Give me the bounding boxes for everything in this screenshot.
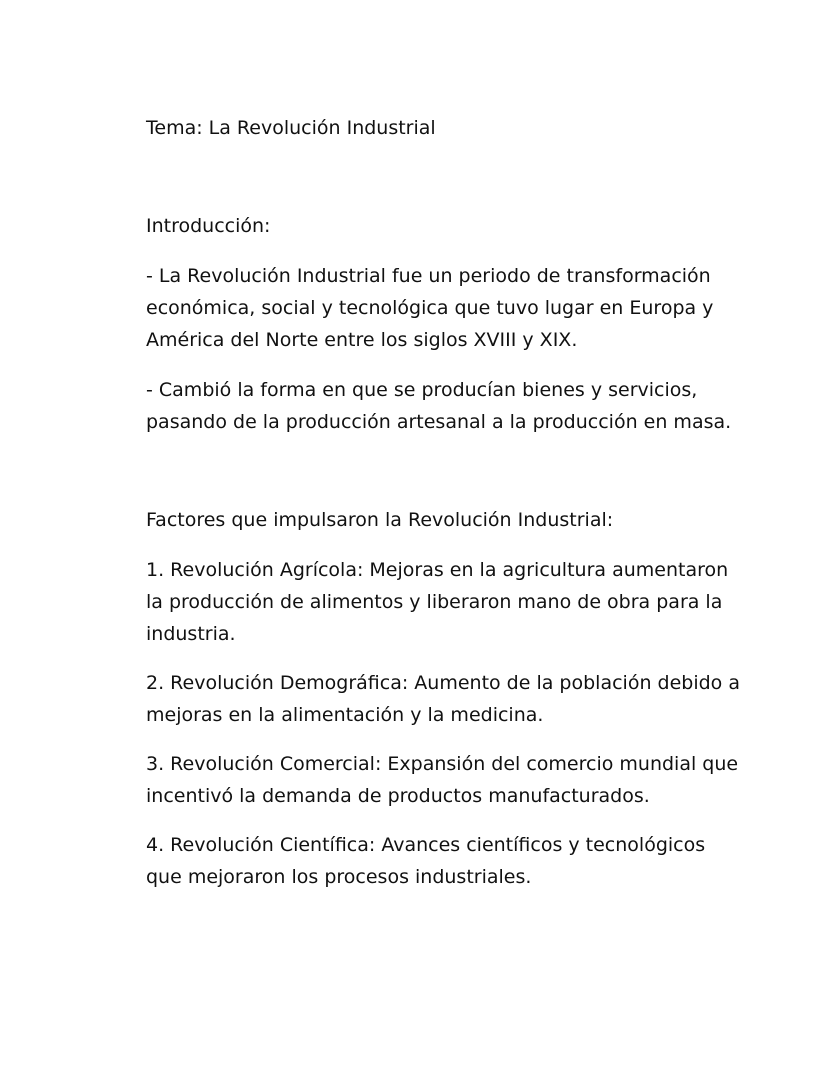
factor-item: 3. Revolución Comercial: Expansión del comercio mundial que incentivó la demanda de productos manufacturados. (146, 753, 739, 807)
factors-heading: Factores que impulsaron la Revolución Industrial: (146, 509, 614, 531)
introduction-paragraph: - La Revolución Industrial fue un periodo de transformación económica, social y tecnológica que tuvo lugar en Europa y América del Norte entre los siglos XVIII y XIX. (146, 265, 714, 351)
document-page (146, 112, 746, 893)
introduction-heading: Introducción: (146, 215, 271, 237)
factor-item: 1. Revolución Agrícola: Mejoras en la agricultura aumentaron la producción de alimentos y liberaron mano de obra para la industria. (146, 559, 729, 645)
introduction-paragraph: - Cambió la forma en que se producían bienes y servicios, pasando de la producción artesanal a la producción en masa. (146, 379, 732, 433)
factor-item: 2. Revolución Demográfica: Aumento de la población debido a mejoras en la alimentación y la medicina. (146, 672, 740, 726)
factor-item: 4. Revolución Científica: Avances científicos y tecnológicos que mejoraron los procesos industriales. (146, 834, 706, 888)
document-title: Tema: La Revolución Industrial (146, 117, 436, 139)
